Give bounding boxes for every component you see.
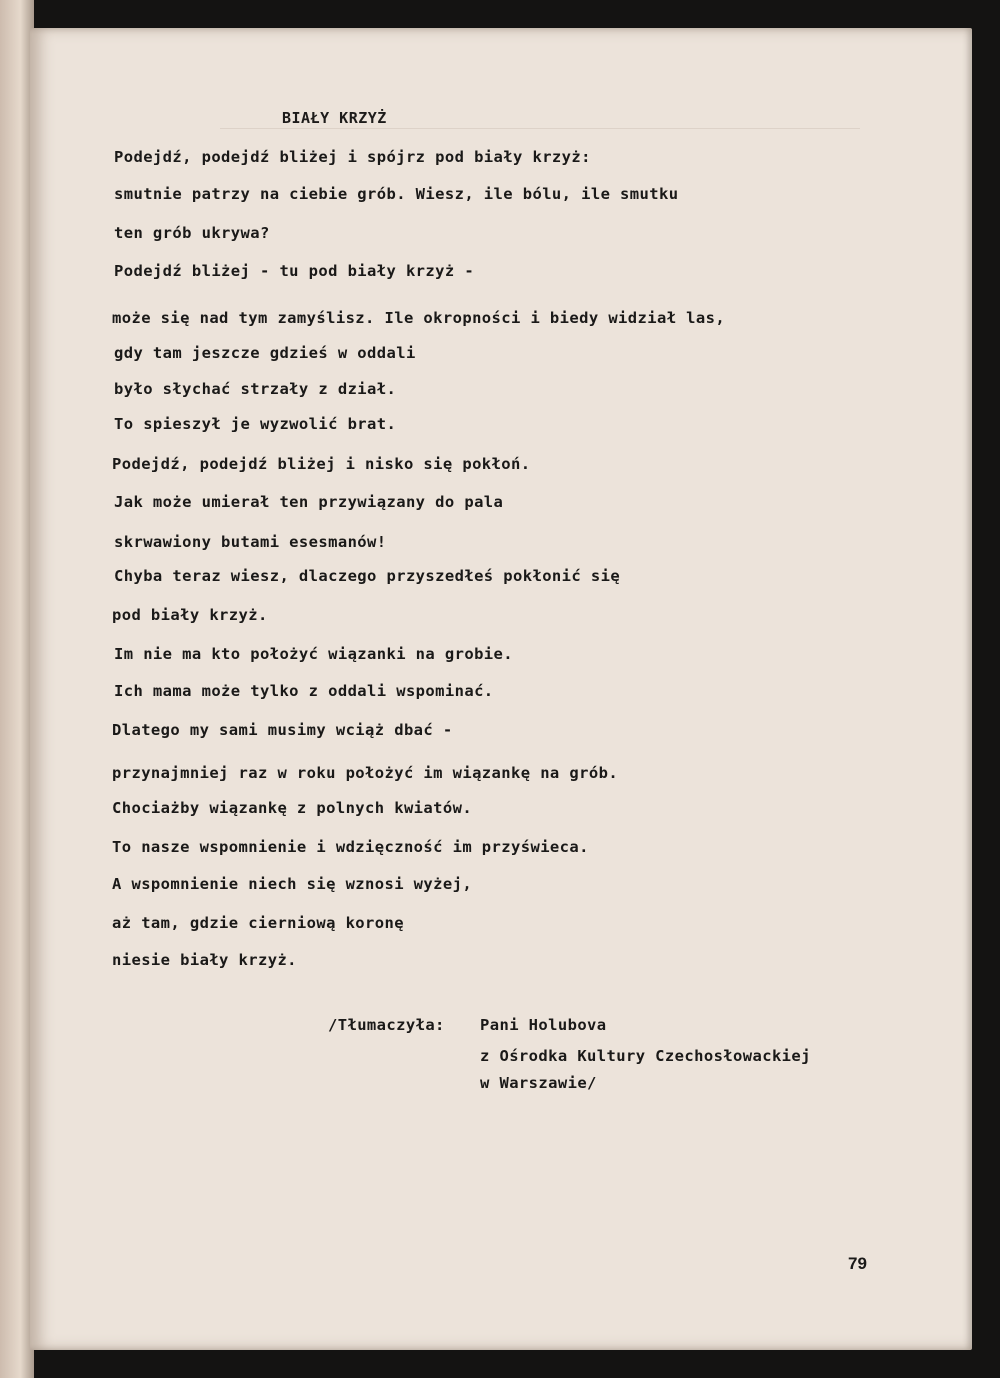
poem-line: Jak może umierał ten przywiązany do pala: [114, 493, 504, 511]
poem-line: niesie biały krzyż.: [112, 951, 297, 969]
poem-line: smutnie patrzy na ciebie grób. Wiesz, ile bólu, ile smutku: [114, 185, 679, 203]
poem-line: A wspomnienie niech się wznosi wyżej,: [112, 875, 473, 893]
poem-title: BIAŁY KRZYŻ: [282, 109, 387, 127]
poem-line: przynajmniej raz w roku położyć im wiązankę na grób.: [112, 764, 619, 782]
poem-line: aż tam, gdzie cierniową koronę: [112, 914, 404, 932]
poem-line: Chociażby wiązankę z polnych kwiatów.: [112, 799, 473, 817]
poem-line: było słychać strzały z dział.: [114, 380, 397, 398]
poem-line: gdy tam jeszcze gdzieś w oddali: [114, 344, 416, 362]
poem-line: Podejdź, podejdź bliżej i nisko się pokłoń.: [112, 455, 531, 473]
translator-affiliation: z Ośrodka Kultury Czechosłowackiej: [480, 1047, 811, 1065]
page-number: 79: [848, 1254, 867, 1273]
poem-line: Im nie ma kto położyć wiązanki na grobie.: [114, 645, 514, 663]
poem-line: Dlatego my sami musimy wciąż dbać -: [112, 721, 453, 739]
poem-line: Chyba teraz wiesz, dlaczego przyszedłeś pokłonić się: [114, 567, 621, 585]
poem-line: pod biały krzyż.: [112, 606, 268, 624]
translator-name: Pani Holubova: [480, 1016, 607, 1034]
poem-line: To spieszył je wyzwolić brat.: [114, 415, 397, 433]
translator-label: /Tłumaczyła:: [328, 1016, 445, 1034]
poem-line: Ich mama może tylko z oddali wspominać.: [114, 682, 494, 700]
poem-line: może się nad tym zamyślisz. Ile okropności i biedy widział las,: [112, 309, 726, 327]
poem-line: To nasze wspomnienie i wdzięczność im przyświeca.: [112, 838, 589, 856]
bleed-through-rule: [220, 128, 860, 129]
poem-line: Podejdź bliżej - tu pod biały krzyż -: [114, 262, 475, 280]
poem-line: ten grób ukrywa?: [114, 224, 270, 242]
book-spine: [0, 0, 34, 1378]
translator-city: w Warszawie/: [480, 1074, 597, 1092]
poem-line: Podejdź, podejdź bliżej i spójrz pod biały krzyż:: [114, 148, 591, 166]
poem-line: skrwawiony butami esesmanów!: [114, 533, 387, 551]
